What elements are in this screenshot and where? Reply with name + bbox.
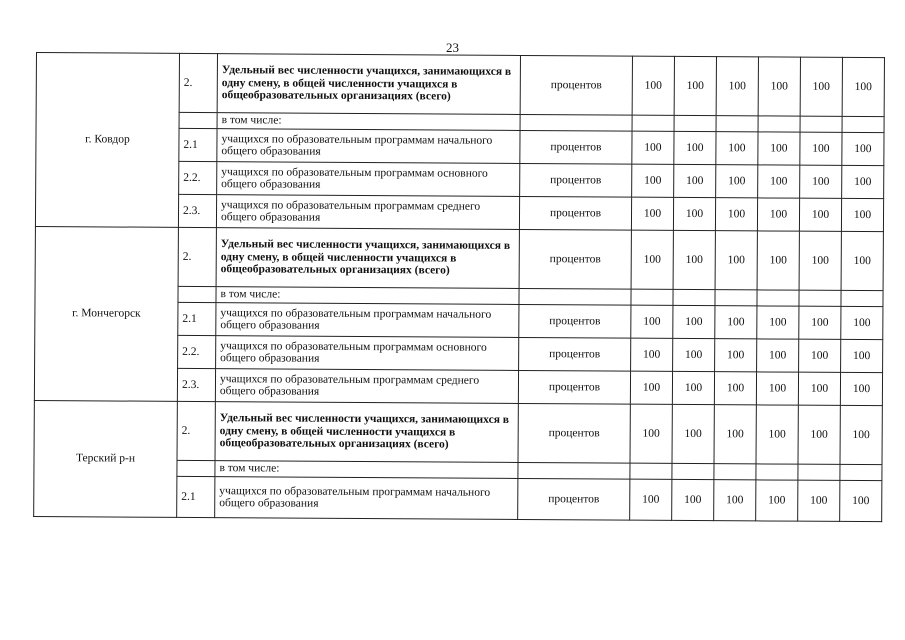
value-cell — [631, 289, 673, 305]
value-cell — [758, 116, 800, 132]
value-cell: 100 — [673, 197, 715, 230]
indicator-name: в том числе: — [216, 287, 519, 305]
value-cell: 100 — [632, 131, 674, 164]
row-number: 2. — [177, 401, 215, 460]
table-row — [36, 53, 884, 117]
value-cell: 100 — [673, 338, 715, 371]
row-number: 2.1 — [179, 128, 217, 161]
unit-cell: процентов — [518, 403, 630, 463]
value-cell: 100 — [841, 231, 883, 290]
value-cell: 100 — [757, 231, 799, 290]
unit-cell — [519, 288, 631, 305]
value-cell: 100 — [840, 405, 882, 464]
value-cell: 100 — [840, 480, 882, 521]
indicator-name: в том числе: — [217, 113, 520, 131]
unit-cell: процентов — [518, 370, 630, 404]
value-cell: 100 — [799, 339, 841, 372]
row-number: 2.2. — [178, 335, 216, 368]
row-number: 2. — [179, 53, 217, 112]
value-cell — [716, 116, 758, 132]
table-row — [35, 226, 883, 290]
value-cell: 100 — [800, 57, 842, 116]
value-cell: 100 — [631, 197, 673, 230]
indicator-name: учащихся по образовательным программам основного общего образования — [216, 336, 519, 371]
row-number: 2.1 — [178, 302, 216, 335]
value-cell: 100 — [716, 165, 758, 198]
row-number: 2.2. — [179, 161, 217, 194]
value-cell: 100 — [756, 405, 798, 464]
value-cell: 100 — [630, 479, 672, 520]
unit-cell: процентов — [520, 55, 632, 115]
unit-cell: процентов — [520, 163, 632, 197]
row-number — [178, 286, 216, 302]
indicator-name: учащихся по образовательным программам среднего общего образования — [216, 195, 519, 230]
value-cell: 100 — [630, 404, 672, 463]
unit-cell — [518, 462, 630, 479]
value-cell: 100 — [632, 164, 674, 197]
value-cell — [840, 464, 882, 480]
value-cell: 100 — [714, 405, 756, 464]
indicator-name: учащихся по образовательным программам начального общего образования — [216, 303, 519, 338]
value-cell: 100 — [842, 57, 884, 116]
value-cell — [757, 290, 799, 306]
value-cell: 100 — [841, 198, 883, 231]
value-cell: 100 — [674, 131, 716, 164]
unit-cell: процентов — [519, 337, 631, 371]
value-cell — [630, 463, 672, 479]
row-number: 2. — [178, 227, 216, 286]
value-cell: 100 — [799, 198, 841, 231]
unit-cell: процентов — [519, 196, 631, 230]
row-number — [177, 460, 215, 476]
value-cell: 100 — [842, 132, 884, 165]
value-cell — [674, 115, 716, 131]
value-cell: 100 — [841, 339, 883, 372]
value-cell: 100 — [672, 371, 714, 404]
value-cell: 100 — [798, 372, 840, 405]
value-cell — [673, 289, 715, 305]
value-cell: 100 — [799, 306, 841, 339]
value-cell: 100 — [672, 404, 714, 463]
indicator-name: учащихся по образовательным программам начального общего образования — [215, 477, 518, 520]
value-cell: 100 — [757, 306, 799, 339]
unit-cell: процентов — [519, 229, 631, 289]
indicator-name: Удельный вес численности учащихся, занимающихся в одну смену, в общей численности учащихся в общеобразовательных организациях (всего) — [217, 54, 520, 115]
value-cell — [798, 464, 840, 480]
value-cell: 100 — [673, 305, 715, 338]
indicator-name: учащихся по образовательным программам среднего общего образования — [215, 369, 518, 404]
value-cell: 100 — [758, 57, 800, 116]
value-cell: 100 — [800, 165, 842, 198]
value-cell — [842, 116, 884, 132]
territory-cell: г. Ковдор — [35, 53, 179, 228]
table-row — [34, 400, 882, 464]
value-cell: 100 — [631, 338, 673, 371]
value-cell: 100 — [798, 480, 840, 521]
page-number: 23 — [446, 40, 459, 55]
value-cell: 100 — [757, 339, 799, 372]
indicator-name: учащихся по образовательным программам начального общего образования — [217, 129, 520, 164]
value-cell — [841, 290, 883, 306]
value-cell — [799, 290, 841, 306]
value-cell: 100 — [757, 198, 799, 231]
value-cell: 100 — [672, 479, 714, 520]
value-cell: 100 — [758, 165, 800, 198]
value-cell: 100 — [716, 132, 758, 165]
row-number: 2.1 — [177, 476, 215, 517]
value-cell — [715, 290, 757, 306]
value-cell — [632, 115, 674, 131]
row-number — [179, 112, 217, 128]
value-cell: 100 — [715, 231, 757, 290]
row-number: 2.3. — [177, 368, 215, 401]
row-number: 2.3. — [178, 194, 216, 227]
value-cell: 100 — [799, 231, 841, 290]
value-cell: 100 — [631, 305, 673, 338]
territory-cell: г. Мончегорск — [34, 226, 178, 401]
value-cell: 100 — [632, 56, 674, 115]
value-cell — [714, 464, 756, 480]
value-cell: 100 — [798, 405, 840, 464]
value-cell: 100 — [674, 164, 716, 197]
value-cell: 100 — [673, 230, 715, 289]
value-cell: 100 — [800, 132, 842, 165]
value-cell — [672, 463, 714, 479]
unit-cell: процентов — [518, 478, 630, 520]
value-cell: 100 — [714, 480, 756, 521]
value-cell: 100 — [674, 56, 716, 115]
value-cell: 100 — [716, 57, 758, 116]
value-cell — [800, 116, 842, 132]
value-cell: 100 — [841, 306, 883, 339]
value-cell: 100 — [715, 339, 757, 372]
value-cell: 100 — [842, 165, 884, 198]
value-cell — [756, 464, 798, 480]
indicator-table — [33, 52, 885, 522]
value-cell: 100 — [715, 198, 757, 231]
value-cell: 100 — [756, 480, 798, 521]
value-cell: 100 — [758, 132, 800, 165]
value-cell: 100 — [840, 372, 882, 405]
value-cell: 100 — [630, 371, 672, 404]
value-cell: 100 — [756, 372, 798, 405]
value-cell: 100 — [631, 230, 673, 289]
unit-cell: процентов — [520, 130, 632, 164]
territory-cell: Терский р-н — [34, 400, 178, 517]
value-cell: 100 — [715, 306, 757, 339]
indicator-name: Удельный вес численности учащихся, занимающихся в одну смену, в общей численности учащихся в общеобразовательных организациях (всего) — [215, 402, 518, 463]
indicator-name: учащихся по образовательным программам основного общего образования — [217, 162, 520, 197]
indicator-name: Удельный вес численности учащихся, занимающихся в одну смену, в общей численности учащихся в общеобразовательных организациях (всего) — [216, 228, 519, 289]
unit-cell — [520, 114, 632, 131]
unit-cell: процентов — [519, 304, 631, 338]
value-cell: 100 — [714, 372, 756, 405]
indicator-name: в том числе: — [215, 461, 518, 479]
